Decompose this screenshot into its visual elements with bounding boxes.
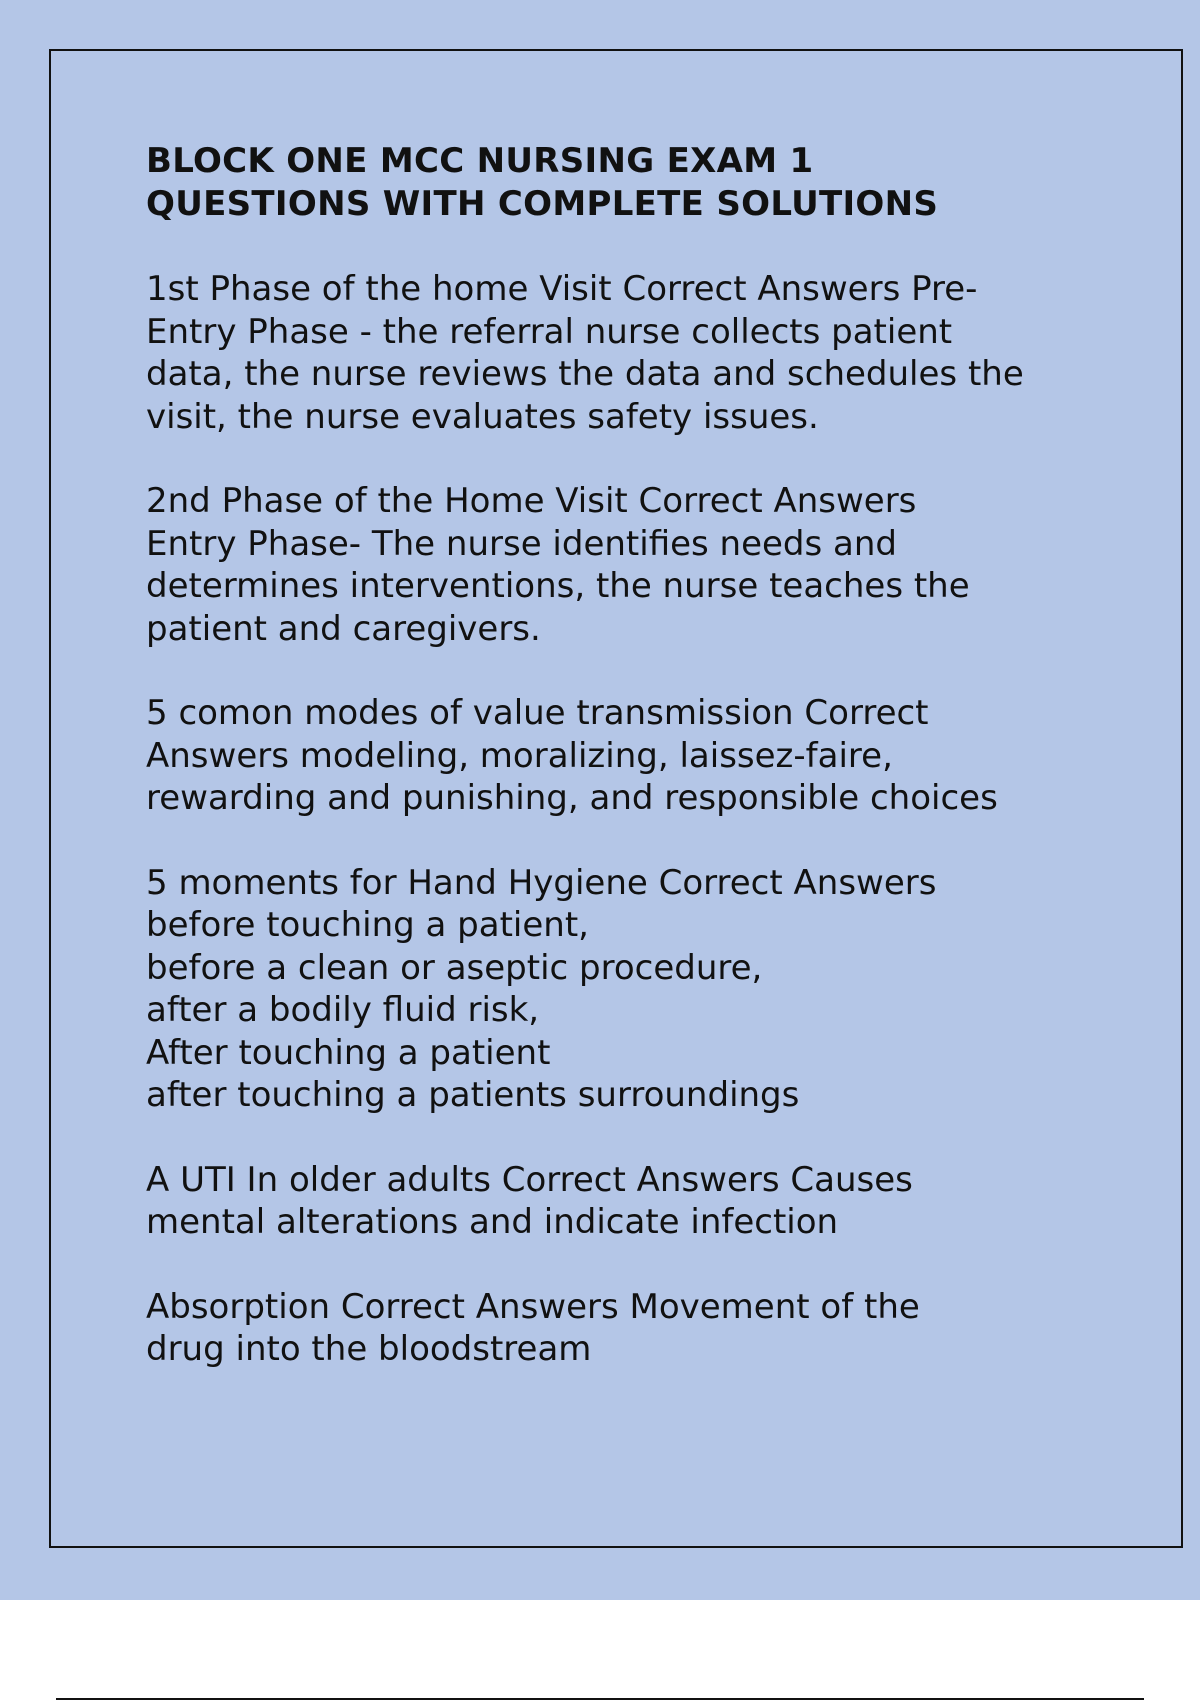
document-title: BLOCK ONE MCC NURSING EXAM 1 QUESTIONS WITH COMPLETE SOLUTIONS <box>146 141 939 224</box>
qa-item-absorption: Absorption Correct Answers Movement of the drug into the bloodstream <box>146 1286 920 1369</box>
qa-item-uti-older-adults: A UTI In older adults Correct Answers Causes mental alterations and indicate infection <box>146 1159 913 1242</box>
qa-item-hand-hygiene: 5 moments for Hand Hygiene Correct Answers before touching a patient, before a clean or aseptic procedure, after a bodily fluid risk, After touching a patient after touching a patients surroundings <box>146 862 937 1115</box>
qa-item-second-phase-home-visit: 2nd Phase of the Home Visit Correct Answers Entry Phase- The nurse identifies needs and determines interventions, the nurse teaches the patient and caregivers. <box>146 481 970 649</box>
qa-item-first-phase-home-visit: 1st Phase of the home Visit Correct Answers Pre- Entry Phase - the referral nurse collects patient data, the nurse reviews the data and schedules the visit, the nurse evaluates safety issues. <box>146 269 1024 437</box>
document-content <box>146 140 1106 1413</box>
qa-item-value-transmission: 5 comon modes of value transmission Correct Answers modeling, moralizing, laissez-faire, rewarding and punishing, and responsible choices <box>146 693 998 818</box>
